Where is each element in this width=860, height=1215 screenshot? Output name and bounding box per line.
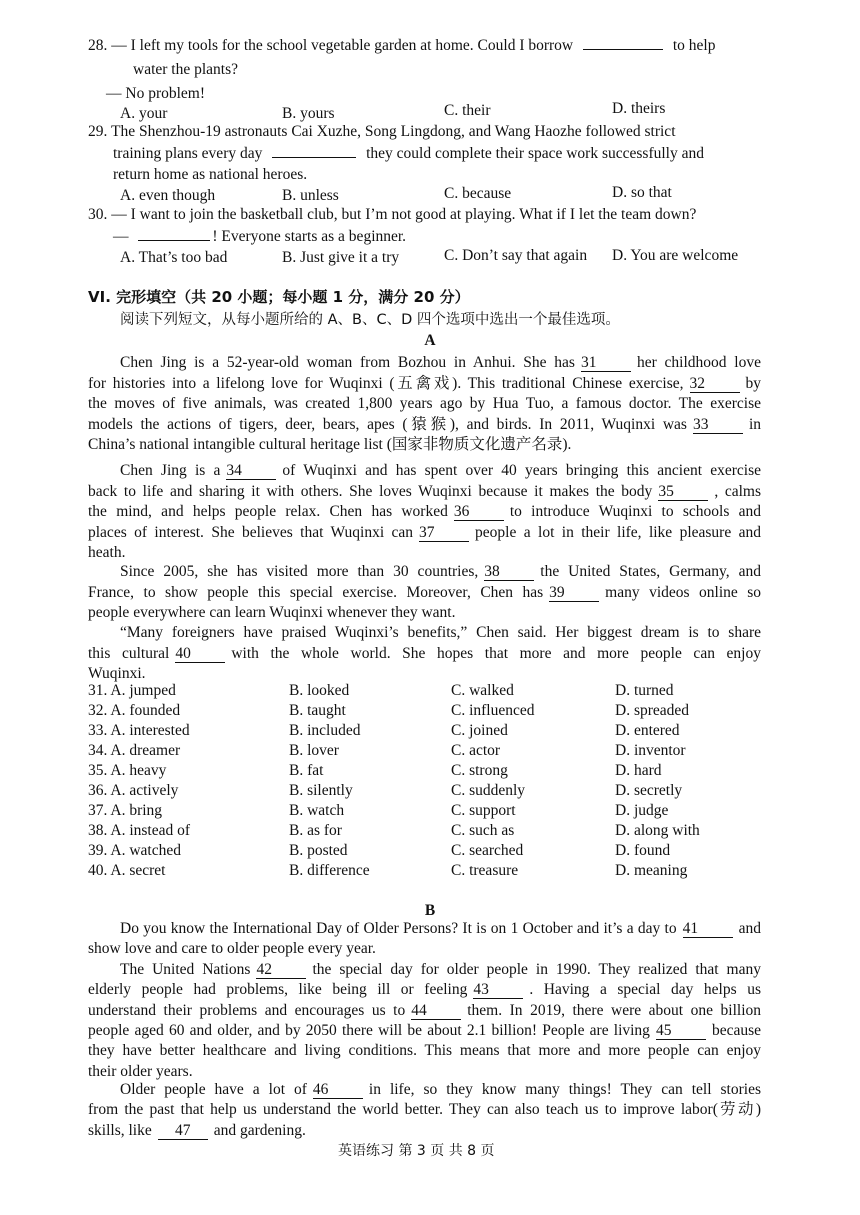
option-35-c[interactable]: C. strong: [451, 762, 508, 779]
blank-31[interactable]: 31: [581, 354, 631, 372]
q30-reply-text: ! Everyone starts as a beginner.: [212, 228, 407, 245]
passage-b-line: [120, 1080, 761, 1100]
option-31-c[interactable]: C. walked: [451, 682, 514, 699]
blank-39[interactable]: 39: [549, 584, 599, 602]
passage-text: models the actions of tigers, deer, bears, apes (猿猴), and birds. In 2011, Wuqinxi was: [88, 415, 687, 433]
passage-text: for histories into a lifelong love for Wuqinxi (五禽戏). This traditional Chinese exercise,: [88, 374, 684, 392]
passage-text: many videos online so: [605, 583, 761, 601]
q29-stem-tail: they could complete their space work successfully and: [366, 145, 704, 162]
passage-text: with the whole world. She hopes that more and more people can enjoy: [231, 644, 761, 662]
q29-option-c[interactable]: C. because: [444, 185, 512, 202]
option-33-a[interactable]: 33. A. interested: [88, 722, 190, 739]
q28-stem: [88, 36, 716, 56]
blank-44[interactable]: 44: [411, 1002, 461, 1020]
passage-text: The United Nations: [120, 961, 251, 978]
passage-text: the moves of five animals, was created 1,800 years ago by Hua Tuo, a famous doctor. The exercise: [88, 395, 761, 413]
blank-35[interactable]: 35: [658, 483, 708, 501]
option-39-d[interactable]: D. found: [615, 842, 671, 859]
q28-stem-text: 28. — I left my tools for the school vegetable garden at home. Could I borrow: [88, 37, 574, 54]
passage-text: skills, like: [88, 1121, 152, 1139]
passage-text: , calms: [714, 482, 762, 500]
passage-b-line: [120, 960, 761, 980]
q30-stem: 30. — I want to join the basketball club, but I’m not good at playing. What if I let the team down?: [88, 206, 697, 223]
section-instruction: 阅读下列短文，从每小题所给的 A、B、C、D 四个选项中选出一个最佳选项。: [120, 312, 620, 328]
passage-a-line: [88, 502, 761, 522]
blank-33[interactable]: 33: [693, 416, 743, 434]
page-footer: 英语练习 第 3 页 共 8 页: [338, 1143, 495, 1159]
q29-stem-line3: return home as national heroes.: [113, 166, 308, 183]
passage-b-line: [88, 1021, 761, 1041]
passage-a-label: A: [424, 332, 436, 349]
option-37-a[interactable]: 37. A. bring: [88, 802, 163, 819]
option-37-c[interactable]: C. support: [451, 802, 516, 819]
passage-text: places of interest. She believes that Wuqinxi can: [88, 523, 414, 541]
blank-43[interactable]: 43: [473, 981, 523, 999]
option-39-b[interactable]: B. posted: [289, 842, 348, 859]
option-37-b[interactable]: B. watch: [289, 802, 345, 819]
q29-option-b[interactable]: B. unless: [282, 187, 339, 204]
passage-b-line: [88, 980, 761, 1000]
q28-reply: — No problem!: [106, 85, 206, 102]
blank-37[interactable]: 37: [419, 524, 469, 542]
blank-42[interactable]: 42: [256, 961, 306, 979]
passage-text: Do you know the International Day of Older Persons? It is on 1 October and it’s a day to: [120, 920, 677, 937]
passage-text: France, to show people this special exercise. Moreover, Chen has: [88, 583, 544, 601]
q28-option-a[interactable]: A. your: [120, 105, 168, 122]
option-31-d[interactable]: D. turned: [615, 682, 674, 699]
option-40-b[interactable]: B. difference: [289, 862, 370, 879]
option-35-b[interactable]: B. fat: [289, 762, 324, 779]
q29-stem: 29. The Shenzhou-19 astronauts Cai Xuzhe, Song Lingdong, and Wang Haozhe followed strict: [88, 123, 676, 140]
q29-option-a[interactable]: A. even though: [120, 187, 216, 204]
passage-text: because: [711, 1021, 761, 1039]
option-36-a[interactable]: 36. A. actively: [88, 782, 179, 799]
option-33-d[interactable]: D. entered: [615, 722, 680, 739]
q29-stem-line2: [113, 144, 704, 164]
option-36-b[interactable]: B. silently: [289, 782, 353, 799]
passage-text: them. In 2019, there were about one billion: [467, 1001, 761, 1019]
option-34-c[interactable]: C. actor: [451, 742, 501, 759]
blank-46[interactable]: 46: [313, 1081, 363, 1099]
passage-text: to introduce Wuqinxi to schools and: [509, 503, 761, 521]
passage-a-line: [120, 623, 761, 643]
q30-option-a[interactable]: A. That’s too bad: [120, 249, 228, 266]
option-34-b[interactable]: B. lover: [289, 742, 339, 759]
q30-option-c[interactable]: C. Don’t say that again: [444, 247, 588, 264]
passage-text: from the past that help us understand the world better. They can also teach us to improve labor(劳动): [88, 1101, 761, 1119]
passage-text: in life, so they know many things! They can tell stories: [368, 1081, 761, 1098]
q29-blank[interactable]: [272, 157, 356, 158]
passage-text: Older people have a lot of: [120, 1081, 307, 1098]
q29-option-d[interactable]: D. so that: [612, 184, 672, 201]
passage-text: Wuqinxi.: [88, 665, 146, 683]
passage-text: . Having a special day helps us: [529, 981, 761, 999]
option-32-b[interactable]: B. taught: [289, 702, 346, 719]
option-36-c[interactable]: C. suddenly: [451, 782, 526, 799]
passage-text: and gardening.: [213, 1121, 306, 1139]
passage-text: the United States, Germany, and: [540, 563, 761, 580]
blank-41[interactable]: 41: [683, 920, 733, 938]
blank-34[interactable]: 34: [226, 462, 276, 480]
passage-a-line: [120, 461, 761, 481]
option-35-a[interactable]: 35. A. heavy: [88, 762, 167, 779]
passage-a-line: [120, 353, 761, 373]
option-32-c[interactable]: C. influenced: [451, 702, 535, 719]
passage-a-line: [88, 374, 761, 394]
passage-text: elderly people had problems, like being ill or feeling: [88, 981, 468, 999]
passage-text: heath.: [88, 544, 126, 562]
passage-text: this cultural: [88, 644, 170, 662]
option-35-d[interactable]: D. hard: [615, 762, 662, 779]
passage-text: people everywhere can learn Wuqinxi whenever they want.: [88, 604, 456, 622]
option-34-a[interactable]: 34. A. dreamer: [88, 742, 181, 759]
passage-text: Chen Jing is a: [120, 462, 221, 479]
option-36-d[interactable]: D. secretly: [615, 782, 683, 799]
passage-b-line: [88, 1001, 761, 1021]
passage-b-line: [88, 1062, 193, 1082]
passage-text: they have better healthcare and living conditions. This means that more and more people can enjoy: [88, 1042, 761, 1060]
passage-a-line: [88, 482, 761, 502]
passage-b-line: [120, 919, 761, 939]
blank-47[interactable]: 47: [158, 1122, 208, 1140]
passage-text: China’s national intangible cultural heritage list (国家非物质文化遗产名录).: [88, 436, 572, 454]
option-40-d[interactable]: D. meaning: [615, 862, 688, 879]
option-38-d[interactable]: D. along with: [615, 822, 700, 839]
passage-text: of Wuqinxi and has spent over 40 years bringing this ancient exercise: [282, 462, 761, 479]
passage-text: people a lot in their life, like pleasure and: [475, 523, 761, 541]
option-31-b[interactable]: B. looked: [289, 682, 350, 699]
q30-blank[interactable]: [138, 240, 210, 241]
blank-40[interactable]: 40: [175, 645, 225, 663]
blank-45[interactable]: 45: [656, 1022, 706, 1040]
passage-b-line: [88, 1121, 306, 1141]
passage-text: people aged 60 and older, and by 2050 there will be about 2.1 billion! People are living: [88, 1021, 650, 1039]
option-32-d[interactable]: D. spreaded: [615, 702, 690, 719]
option-40-c[interactable]: C. treasure: [451, 862, 519, 879]
option-33-c[interactable]: C. joined: [451, 722, 508, 739]
blank-36[interactable]: 36: [454, 503, 504, 521]
section-heading: VI. 完形填空（共 20 小题；每小题 1 分，满分 20 分）: [88, 288, 470, 306]
option-34-d[interactable]: D. inventor: [615, 742, 686, 759]
q28-stem-tail: to help: [672, 37, 716, 54]
option-39-c[interactable]: C. searched: [451, 842, 524, 859]
q28-option-b[interactable]: B. yours: [282, 105, 335, 122]
passage-text: her childhood love: [636, 354, 761, 371]
q28-stem-line2: water the plants?: [133, 61, 239, 78]
passage-text: understand their problems and encourages us to: [88, 1001, 406, 1019]
passage-text: Chen Jing is a 52-year-old woman from Bozhou in Anhui. She has: [120, 354, 575, 371]
passage-a-line: [88, 583, 761, 603]
q28-option-d[interactable]: D. theirs: [612, 100, 666, 117]
option-38-c[interactable]: C. such as: [451, 822, 515, 839]
passage-a-line: [120, 562, 761, 582]
option-31-a[interactable]: 31. A. jumped: [88, 682, 176, 699]
passage-text: their older years.: [88, 1062, 193, 1080]
passage-text: and: [738, 920, 761, 937]
passage-a-line: [88, 415, 761, 435]
option-38-a[interactable]: 38. A. instead of: [88, 822, 191, 839]
passage-text: Since 2005, she has visited more than 30 countries,: [120, 563, 479, 580]
passage-text: “Many foreigners have praised Wuqinxi’s benefits,” Chen said. Her biggest dream is to share: [120, 624, 761, 641]
passage-b-line: [88, 1100, 761, 1120]
q28-option-c[interactable]: C. their: [444, 102, 491, 119]
option-39-a[interactable]: 39. A. watched: [88, 842, 181, 859]
option-38-b[interactable]: B. as for: [289, 822, 342, 839]
q30-option-b[interactable]: B. Just give it a try: [282, 249, 400, 266]
passage-b-line: [88, 939, 376, 959]
option-33-b[interactable]: B. included: [289, 722, 361, 739]
passage-text: back to life and sharing it with others. She loves Wuqinxi because it makes the body: [88, 482, 653, 500]
q30-option-d[interactable]: D. You are welcome: [612, 247, 739, 264]
passage-text: show love and care to older people every year.: [88, 940, 376, 958]
option-37-d[interactable]: D. judge: [615, 802, 669, 819]
q30-dash: —: [113, 228, 129, 245]
blank-38[interactable]: 38: [484, 563, 534, 581]
passage-text: in: [748, 415, 761, 433]
passage-a-line: [88, 523, 761, 543]
q30-reply: [113, 227, 406, 247]
passage-b-line: [88, 1041, 761, 1061]
passage-a-line: [88, 435, 571, 455]
passage-text: the mind, and helps people relax. Chen has worked: [88, 503, 448, 521]
passage-a-line: [88, 603, 456, 623]
passage-a-line: [88, 543, 125, 563]
passage-text: by: [745, 374, 761, 392]
q29-stem-text: training plans every day: [113, 145, 263, 162]
q28-blank[interactable]: [583, 49, 663, 50]
passage-a-line: [88, 644, 761, 664]
option-40-a[interactable]: 40. A. secret: [88, 862, 166, 879]
option-32-a[interactable]: 32. A. founded: [88, 702, 181, 719]
passage-text: the special day for older people in 1990. They realized that many: [312, 961, 761, 978]
passage-b-label: B: [424, 902, 436, 919]
blank-32[interactable]: 32: [690, 375, 740, 393]
passage-a-line: [88, 394, 761, 414]
